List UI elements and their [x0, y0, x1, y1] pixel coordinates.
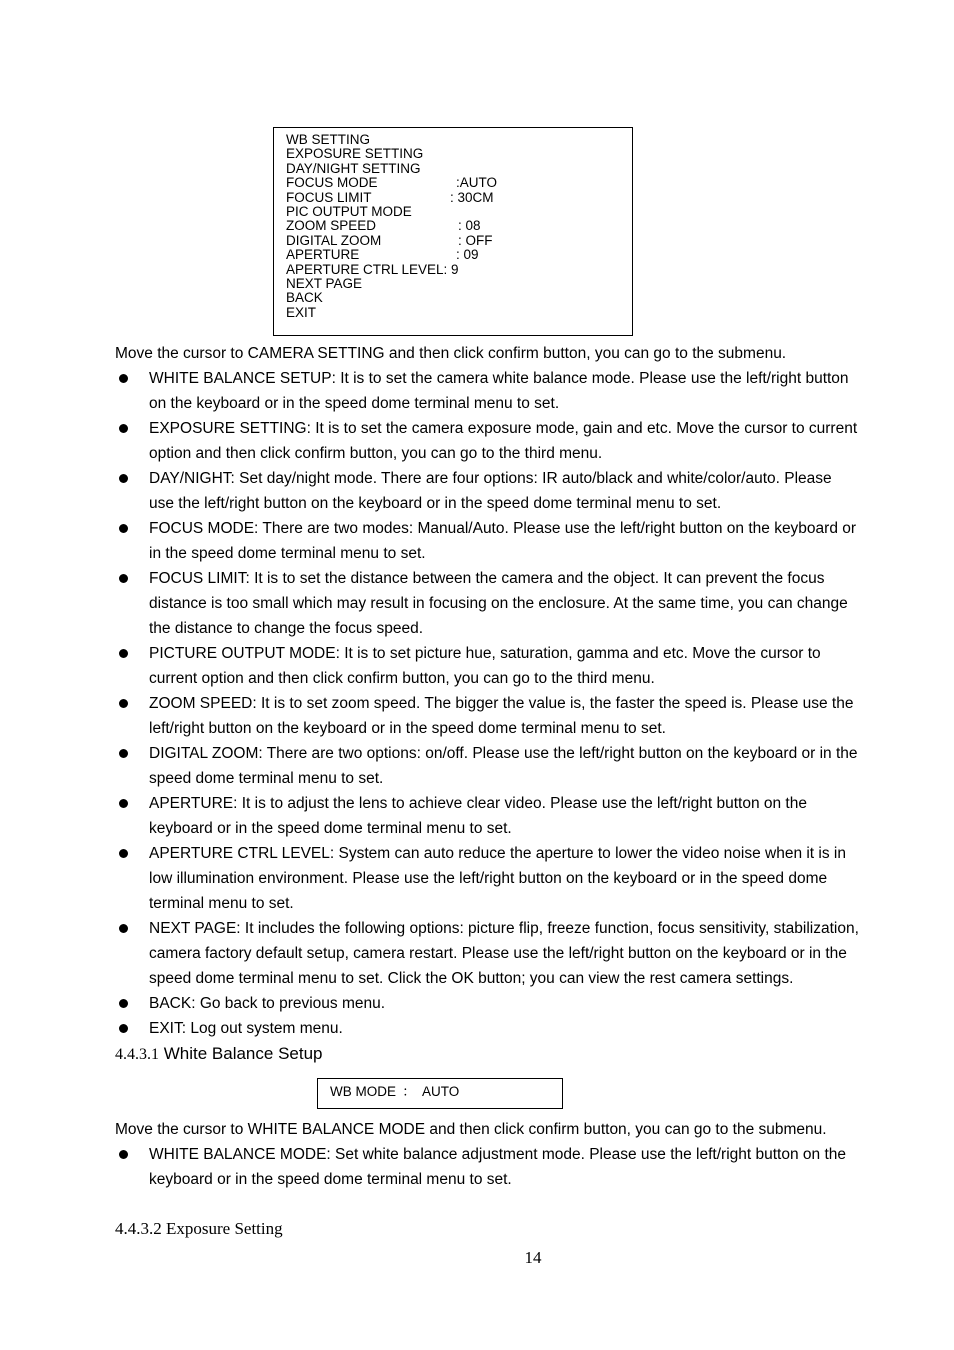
- section-title: Exposure Setting: [166, 1219, 283, 1238]
- bullet-text-line: option and then click confirm button, you can go to the third menu.: [149, 445, 603, 462]
- bullet-dot-icon: [119, 649, 128, 658]
- bullet-dot-icon: [119, 924, 128, 933]
- wb-paragraph: Move the cursor to WHITE BALANCE MODE and then click confirm button, you can go to the submenu.: [115, 1121, 827, 1138]
- menu-item-exposure-setting: EXPOSURE SETTING: [286, 146, 424, 162]
- bullet-text-line: left/right button on the keyboard or in the speed dome terminal menu to set.: [149, 720, 666, 737]
- bullet-text-line: keyboard or in the speed dome terminal menu to set.: [149, 820, 512, 837]
- bullet-text-line: NEXT PAGE: It includes the following options: picture flip, freeze function, focus sensitivity, stabilization,: [149, 920, 859, 937]
- bullet-item: [115, 841, 930, 916]
- bullet-text-line: camera factory default setup, camera restart. Please use the left/right button on the keyboard or in the: [149, 945, 847, 962]
- bullet-item: [115, 566, 930, 641]
- bullet-dot-icon: [119, 699, 128, 708]
- bullet-item: [115, 516, 930, 566]
- bullet-text-line: use the left/right button on the keyboard or in the speed dome terminal menu to set.: [149, 495, 722, 512]
- bullet-text-line: EXIT: Log out system menu.: [149, 1020, 343, 1037]
- bullet-text-line: low illumination environment. Please use the left/right button on the keyboard or in the speed dome: [149, 870, 828, 887]
- menu-item-focus-mode: FOCUS MODE :AUTO: [286, 175, 498, 191]
- wb-bullet-list: [115, 1142, 930, 1192]
- section-title: White Balance Setup: [163, 1044, 323, 1063]
- bullet-text-line: speed dome terminal menu to set.: [149, 770, 384, 787]
- menu-item-wb-setting: WB SETTING: [286, 132, 370, 147]
- bullet-text-line: terminal menu to set.: [149, 895, 294, 912]
- menu-item-pic-output-mode: PIC OUTPUT MODE: [286, 203, 412, 219]
- bullet-item: [115, 1142, 930, 1192]
- bullet-text-line: DAY/NIGHT: Set day/night mode. There are four options: IR auto/black and white/color/auto. Please: [149, 470, 832, 487]
- bullet-text-line: distance is too small which may result in focusing on the enclosure. At the same time, you can change: [149, 595, 848, 612]
- bullet-item: [115, 1016, 930, 1041]
- bullet-text-line: WHITE BALANCE SETUP: It is to set the camera white balance mode. Please use the left/right button: [149, 370, 849, 387]
- wb-mode-separator: ：: [402, 1084, 416, 1099]
- menu-item-zoom-speed: ZOOM SPEED : 08: [286, 218, 481, 234]
- aperture-value: : 09: [456, 247, 479, 263]
- intro-paragraph: Move the cursor to CAMERA SETTING and then click confirm button, you can go to the submenu.: [115, 345, 787, 362]
- bullet-item: [115, 691, 930, 741]
- section-heading-white-balance: [115, 1042, 323, 1067]
- bullet-item: [115, 641, 930, 691]
- bullet-dot-icon: [119, 524, 128, 533]
- bullet-dot-icon: [119, 999, 128, 1008]
- bullet-dot-icon: [119, 849, 128, 858]
- bullet-dot-icon: [119, 424, 128, 433]
- menu-item-back: BACK: [286, 290, 323, 306]
- wb-mode-menu: [317, 1078, 563, 1109]
- bullet-item: [115, 416, 930, 466]
- bullet-text-line: keyboard or in the speed dome terminal menu to set.: [149, 1171, 512, 1188]
- camera-setting-menu: [273, 127, 633, 336]
- bullet-text-line: DIGITAL ZOOM: There are two options: on/off. Please use the left/right button on the keyboard or in the: [149, 745, 858, 762]
- bullet-text-line: FOCUS MODE: There are two modes: Manual/Auto. Please use the left/right button on the keyboard or: [149, 520, 857, 537]
- bullet-item: [115, 466, 930, 516]
- menu-item-aperture-ctrl-level: APERTURE CTRL LEVEL: 9: [286, 261, 459, 277]
- menu-item-aperture: APERTURE : 09: [286, 247, 479, 263]
- zoom-speed-value: : 08: [458, 218, 481, 234]
- bullet-text-line: on the keyboard or in the speed dome terminal menu to set.: [149, 395, 560, 412]
- bullet-item: [115, 791, 930, 841]
- bullet-dot-icon: [119, 1150, 128, 1159]
- bullet-text-line: APERTURE: It is to adjust the lens to achieve clear video. Please use the left/right button on the: [149, 795, 807, 812]
- bullet-text-line: current option and then click confirm button, you can go to the third menu.: [149, 670, 655, 687]
- bullet-text-line: in the speed dome terminal menu to set.: [149, 545, 426, 562]
- section-number: 4.4.3.2: [115, 1219, 162, 1238]
- wb-mode-label: WB MODE: [330, 1084, 396, 1099]
- menu-item-focus-limit: FOCUS LIMIT : 30CM: [286, 189, 494, 205]
- bullet-text-line: PICTURE OUTPUT MODE: It is to set picture hue, saturation, gamma and etc. Move the cursor to: [149, 645, 821, 662]
- menu-item-day-night-setting: DAY/NIGHT SETTING: [286, 160, 421, 176]
- bullet-dot-icon: [119, 749, 128, 758]
- focus-limit-value: : 30CM: [450, 189, 494, 205]
- bullet-text-line: APERTURE CTRL LEVEL: System can auto reduce the aperture to lower the video noise when it is in: [149, 845, 846, 862]
- menu-item-exit: EXIT: [286, 304, 317, 320]
- wb-mode-value: AUTO: [422, 1084, 460, 1099]
- bullet-dot-icon: [119, 474, 128, 483]
- bullet-text-line: WHITE BALANCE MODE: Set white balance adjustment mode. Please use the left/right button on the: [149, 1146, 846, 1163]
- bullet-text-line: ZOOM SPEED: It is to set zoom speed. The bigger the value is, the faster the speed is. Please use the: [149, 695, 854, 712]
- bullet-item: [115, 741, 930, 791]
- bullet-dot-icon: [119, 574, 128, 583]
- section-number: 4.4.3.1: [115, 1046, 159, 1063]
- bullet-text-line: speed dome terminal menu to set. Click the OK button; you can view the rest camera settings.: [149, 970, 794, 987]
- bullet-dot-icon: [119, 799, 128, 808]
- bullet-dot-icon: [119, 374, 128, 383]
- bullet-text-line: EXPOSURE SETTING: It is to set the camera exposure mode, gain and etc. Move the cursor to current: [149, 420, 858, 437]
- bullet-item: [115, 916, 930, 991]
- page-number: 14: [524, 1248, 542, 1267]
- bullet-dot-icon: [119, 1024, 128, 1033]
- focus-mode-value: :AUTO: [456, 175, 498, 191]
- bullet-item: [115, 991, 930, 1016]
- menu-item-next-page: NEXT PAGE: [286, 275, 363, 291]
- digital-zoom-value: : OFF: [458, 232, 493, 248]
- bullet-text-line: BACK: Go back to previous menu.: [149, 995, 386, 1012]
- bullet-text-line: the distance to change the focus speed.: [149, 620, 424, 637]
- bullet-item: [115, 366, 930, 416]
- camera-setting-bullet-list: [115, 366, 930, 1041]
- bullet-text-line: FOCUS LIMIT: It is to set the distance between the camera and the object. It can prevent the focus: [149, 570, 825, 587]
- menu-item-digital-zoom: DIGITAL ZOOM : OFF: [286, 232, 493, 248]
- section-heading-exposure: [115, 1217, 283, 1241]
